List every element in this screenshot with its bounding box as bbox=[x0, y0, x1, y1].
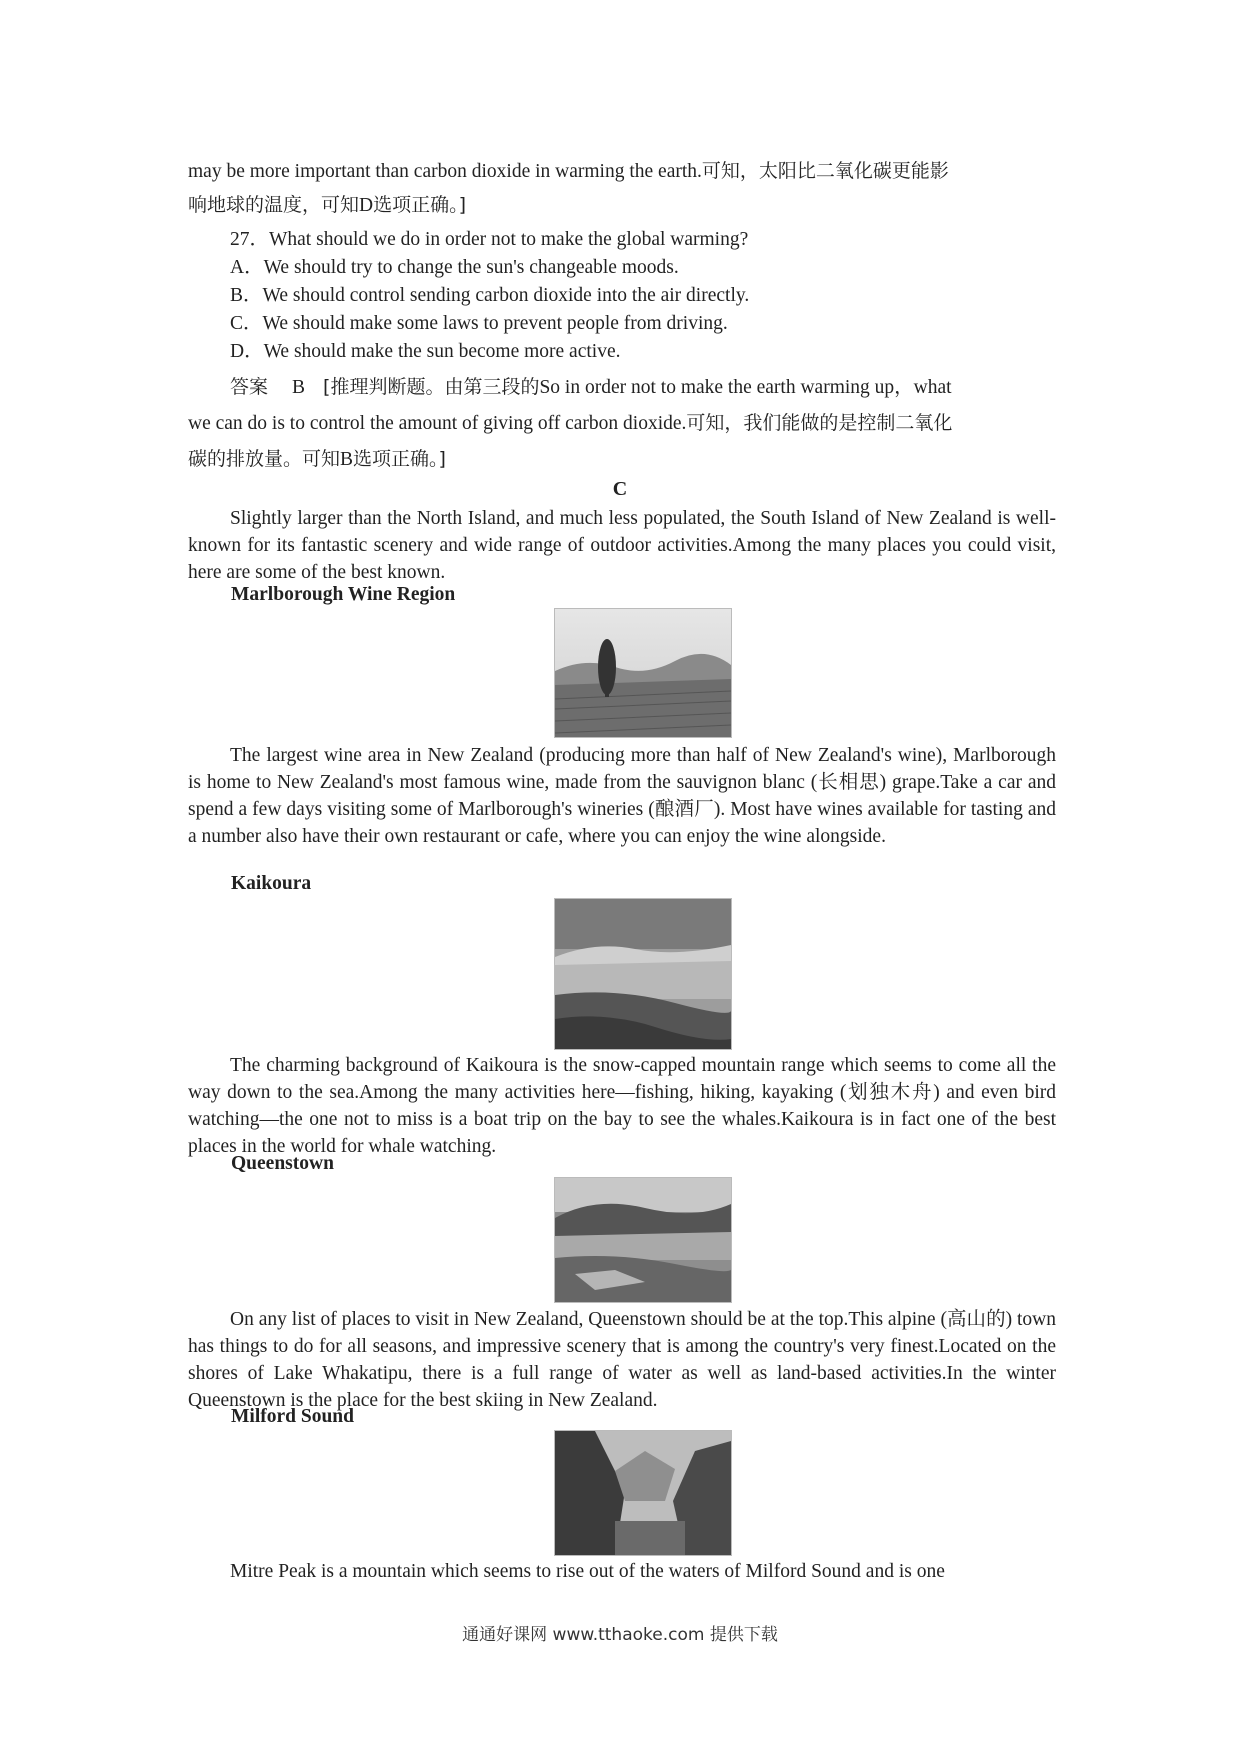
answer-line-1 bbox=[230, 374, 1100, 401]
heading-marlborough: Marlborough Wine Region bbox=[231, 584, 456, 605]
continuation-line-1 bbox=[188, 158, 1058, 185]
vineyard-photo bbox=[554, 608, 732, 738]
answer-chinese-2: 可知，我们能做的是控制二氧化 bbox=[686, 412, 953, 434]
section-intro: Slightly larger than the North Island, and much less populated, the South Island of New Zealand is well-known for its fantastic scenery and wide range of outdoor activities.Among the many places you could visit, here are some of the best known. bbox=[188, 508, 1056, 583]
answer-explanation-english: So in order not to make the earth warming up，what bbox=[539, 377, 952, 398]
question-27-option-b: B．We should control sending carbon dioxide into the air directly. bbox=[230, 285, 750, 306]
answer-quote-english: we can do is to control the amount of giving off carbon dioxide. bbox=[188, 413, 687, 434]
continuation-chinese: 可知，太阳比二氧化碳更能影 bbox=[701, 160, 949, 182]
footer-watermark: 通通好课网 www.tthaoke.com 提供下载 bbox=[462, 1625, 778, 1645]
answer-line-3 bbox=[188, 446, 1058, 473]
heading-kaikoura: Kaikoura bbox=[231, 873, 312, 894]
answer-letter: B bbox=[292, 377, 306, 398]
milford-sound-text: Mitre Peak is a mountain which seems to rise out of the waters of Milford Sound and is one bbox=[230, 1561, 945, 1582]
fjord-photo bbox=[554, 1430, 732, 1556]
answer-chinese-4: 选项正确。] bbox=[353, 448, 446, 470]
answer-line-2 bbox=[188, 410, 1058, 437]
continuation-line-2 bbox=[188, 192, 1058, 219]
coast-photo bbox=[554, 898, 732, 1050]
answer-option-letter: B bbox=[340, 449, 354, 470]
answer-chinese-3: 碳的排放量。可知 bbox=[188, 448, 341, 470]
continuation-chinese-2: 响地球的温度，可知 bbox=[188, 194, 360, 216]
question-27-option-a: A．We should try to change the sun's changeable moods. bbox=[230, 257, 679, 278]
answer-label: 答案 bbox=[230, 376, 269, 398]
question-27-stem: 27．What should we do in order not to make the global warming? bbox=[230, 229, 749, 250]
section-letter: C bbox=[612, 478, 628, 500]
lake-town-photo bbox=[554, 1177, 732, 1303]
continuation-english: may be more important than carbon dioxide in warming the earth. bbox=[188, 161, 702, 182]
continuation-chinese-3: 选项正确。] bbox=[373, 194, 467, 216]
continuation-option-letter: D bbox=[359, 195, 374, 216]
heading-queenstown: Queenstown bbox=[231, 1153, 334, 1174]
question-27-option-d: D．We should make the sun become more active. bbox=[230, 341, 621, 362]
heading-milford-sound: Milford Sound bbox=[231, 1406, 354, 1427]
kaikoura-text: The charming background of Kaikoura is the snow-capped mountain range which seems to come all the way down to the sea.Among the many activities here—fishing, hiking, kayaking (划独木舟) and even bird watching—the one not to miss is a boat trip on the bay to see the whales.Kaikoura is in fact one of the best places in the world for whale watching. bbox=[188, 1055, 1056, 1157]
answer-explanation-chinese: [推理判断题。由第三段的 bbox=[323, 376, 540, 398]
marlborough-text: The largest wine area in New Zealand (producing more than half of New Zealand's wine), Marlborough is home to New Zealand's most famous wine, made from the sauvignon blanc (长相思) grape.Take a car and spend a few days visiting some of Marlborough's wineries (酿酒厂). Most have wines available for tasting and a number also have their own restaurant or cafe, where you can enjoy the wine alongside. bbox=[188, 745, 1056, 847]
question-27-option-c: C．We should make some laws to prevent people from driving. bbox=[230, 313, 728, 334]
queenstown-text: On any list of places to visit in New Zealand, Queenstown should be at the top.This alpine (高山的) town has things to do for all seasons, and impressive scenery that is among the country's very finest.Located on the shores of Lake Whakatipu, there is a full range of water as well as land-based activities.In the winter Queenstown is the place for the best skiing in New Zealand. bbox=[188, 1309, 1056, 1411]
